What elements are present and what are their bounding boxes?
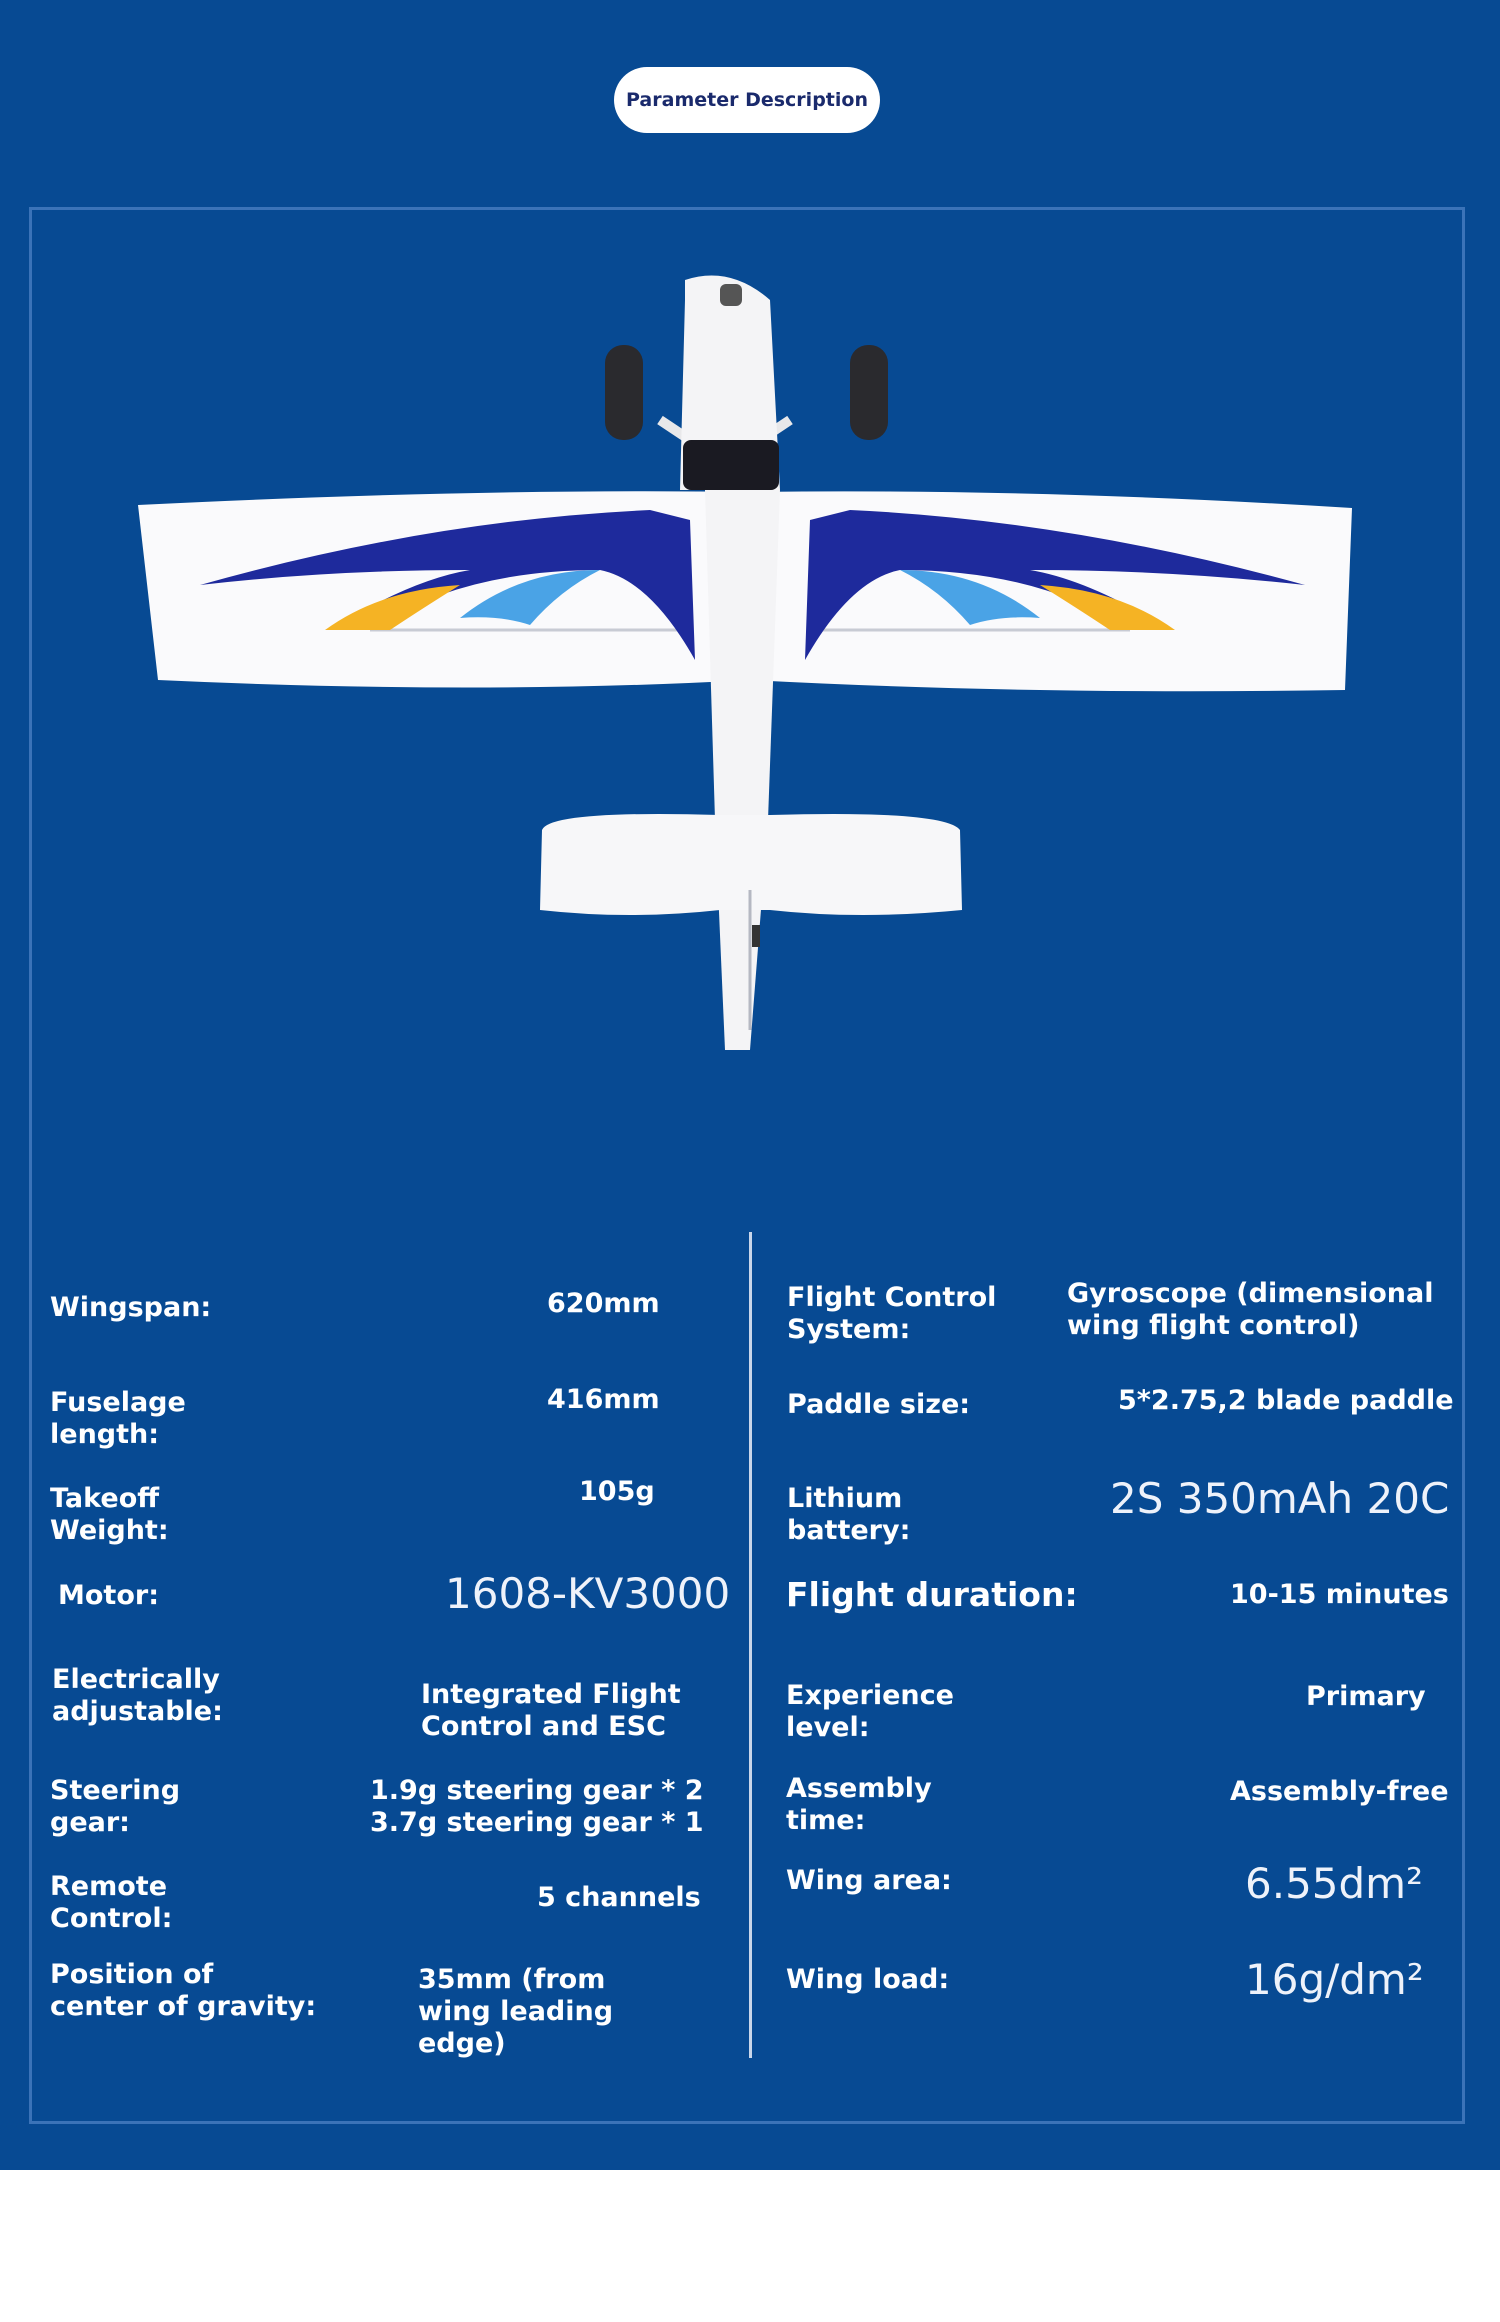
- spec-label-center-of-gravity: Position of center of gravity:: [50, 1959, 317, 2022]
- spec-label-wingspan: Wingspan:: [50, 1292, 212, 1323]
- spec-value-wing-area: 6.55dm²: [1245, 1859, 1423, 1908]
- spec-value-lithium-battery: 2S 350mAh 20C: [1110, 1474, 1450, 1523]
- spec-value-remote-control: 5 channels: [537, 1882, 701, 1913]
- spec-value-paddle-size: 5*2.75,2 blade paddle: [1118, 1385, 1454, 1416]
- spec-label-motor: Motor:: [58, 1580, 159, 1611]
- spec-label-flight-duration: Flight duration:: [786, 1575, 1078, 1614]
- spec-value-takeoff-weight: 105g: [579, 1476, 655, 1507]
- spec-value-motor: 1608-KV3000: [445, 1569, 731, 1618]
- column-divider: [749, 1232, 752, 2058]
- spec-label-fuselage-length: Fuselage length:: [50, 1387, 186, 1450]
- spec-value-flight-duration: 10-15 minutes: [1230, 1579, 1449, 1610]
- spec-value-electrically-adjustable: Integrated Flight Control and ESC: [421, 1679, 681, 1742]
- page-title: Parameter Description: [614, 67, 880, 133]
- spec-value-fuselage-length: 416mm: [547, 1384, 660, 1415]
- spec-label-experience-level: Experience level:: [786, 1680, 954, 1743]
- spec-label-paddle-size: Paddle size:: [787, 1389, 971, 1420]
- spec-label-flight-control-system: Flight Control System:: [787, 1282, 997, 1345]
- spec-label-lithium-battery: Lithium battery:: [787, 1483, 911, 1546]
- spec-label-wing-area: Wing area:: [786, 1865, 952, 1896]
- spec-value-experience-level: Primary: [1306, 1681, 1426, 1712]
- spec-value-steering-gear-2: 3.7g steering gear * 1: [370, 1807, 704, 1838]
- spec-value-wingspan: 620mm: [547, 1288, 660, 1319]
- spec-label-electrically-adjustable: Electrically adjustable:: [52, 1664, 223, 1727]
- spec-value-wing-load: 16g/dm²: [1245, 1955, 1424, 2004]
- airplane-illustration: [130, 270, 1370, 1070]
- spec-label-steering-gear: Steering gear:: [50, 1775, 181, 1838]
- spec-label-wing-load: Wing load:: [786, 1964, 950, 1995]
- spec-label-takeoff-weight: Takeoff Weight:: [50, 1483, 169, 1546]
- spec-value-center-of-gravity: 35mm (from wing leading edge): [418, 1964, 614, 2059]
- spec-value-assembly-time: Assembly-free: [1230, 1776, 1449, 1807]
- spec-label-assembly-time: Assembly time:: [786, 1773, 932, 1836]
- spec-value-steering-gear-1: 1.9g steering gear * 2: [370, 1775, 704, 1806]
- spec-label-remote-control: Remote Control:: [50, 1871, 173, 1934]
- spec-value-flight-control-system: Gyroscope (dimensional wing flight control): [1067, 1278, 1434, 1341]
